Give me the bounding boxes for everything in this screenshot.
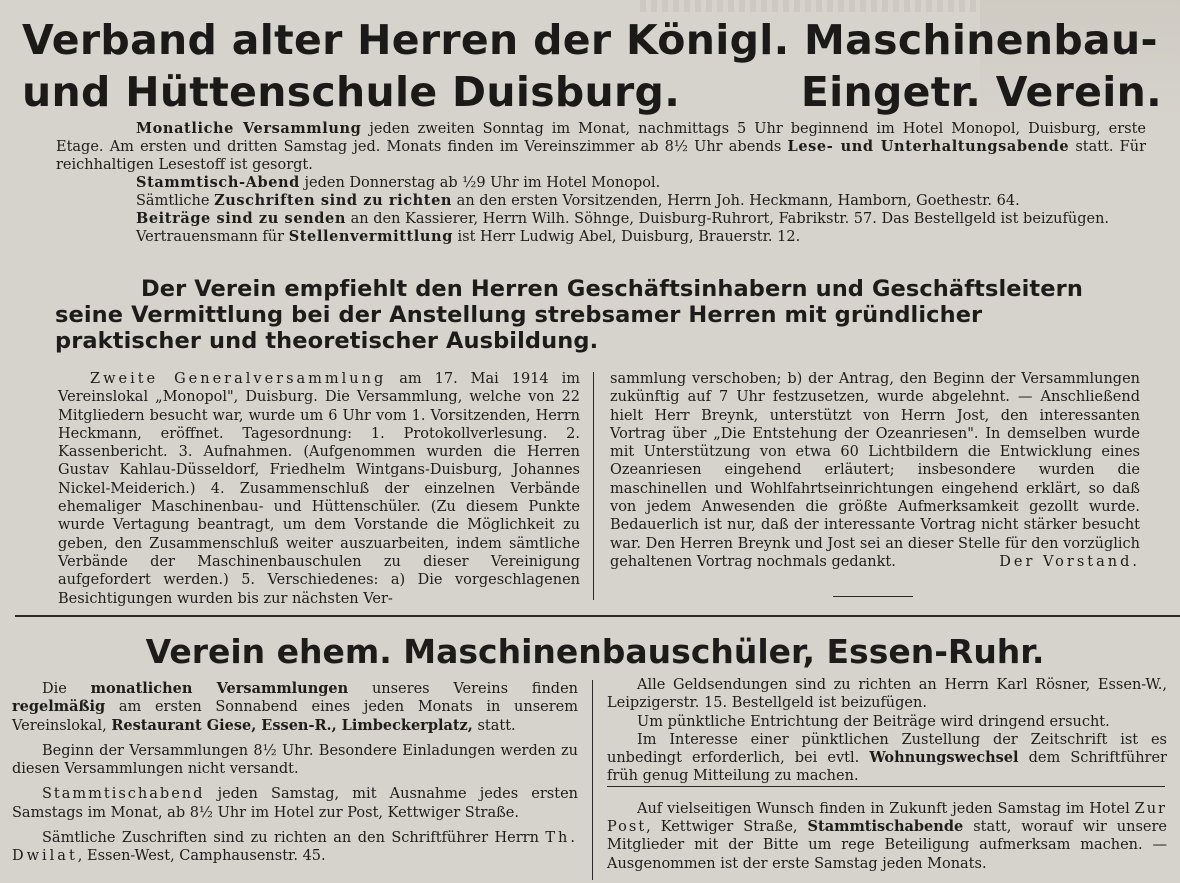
notice-correspondence-pre: Sämtliche	[136, 193, 215, 209]
s2-notice-pre: Auf vielseitigen Wunsch finden in Zukunft jeden Samstag im Hotel	[637, 800, 1135, 817]
section2-start-time: Beginn der Versammlungen 8½ Uhr. Besondere Einladungen werden zu diesen Versammlungen nicht versandt.	[12, 742, 578, 778]
section2-secretary	[12, 829, 578, 866]
right-column-rule	[607, 786, 1165, 787]
recommendation-rest: seine Vermittlung bei der Anstellung strebsamer Herren mit gründlicher praktischer und theoretischer Ausbildung.	[55, 302, 983, 354]
notice-contributions-text: an den Kassierer, Herrn Wilh. Söhnge, Duisburg-Ruhrort, Fabrikstr. 57. Das Bestellgeld ist beizufügen.	[346, 211, 1110, 227]
column-divider-2	[592, 680, 593, 880]
section-divider	[15, 615, 1180, 617]
s2-restaurant-label: Restaurant Giese, Essen-R., Limbeckerplatz,	[111, 716, 473, 734]
notice-contributions	[56, 210, 1146, 228]
s2-stammtisch-notice	[607, 800, 1167, 873]
s2-address-change	[607, 731, 1167, 786]
s2-regular-label: regelmäßig	[12, 698, 106, 716]
end-rule	[833, 596, 913, 597]
s2-address-pre: Im Interesse einer pünktlichen Zustellung der Zeitschrift ist es unbedingt erforderlich, bei evtl.	[607, 731, 1167, 767]
section2-column-right	[607, 676, 1167, 873]
notice-meetings-tail: statt. Für reichhaltigen Lesestoff ist gesorgt.	[56, 139, 1147, 173]
notice-contributions-label: Beiträge sind zu senden	[136, 210, 346, 227]
notice-placement-label: Stellenvermittlung	[288, 228, 453, 245]
association-notice	[56, 120, 1146, 246]
notice-correspondence-text: an den ersten Vorsitzenden, Herrn Joh. Heckmann, Hamborn, Goethestr. 64.	[452, 193, 1020, 209]
report-left-text: am 17. Mai 1914 im Vereinslokal „Monopol", Duisburg. Die Versammlung, welche von 22 Mitgliedern besucht war, wurde um 6 Uhr vom 1. Vorsitzenden, Herrn Heckmann, eröffnet. Tagesordnung: 1. Protokollverlesung. 2. Kassenbericht. 3. Aufnahmen. (Aufgenommen wurden die Herren Gustav Kahlau-Düsseldorf, Friedhelm Wintgans-Duisburg, Johannes Nickel-Meiderich.) 4. Zusammenschluß der einzelnen Verbände ehemaliger Maschinenbau- und Hüttenschüler. (Zu diesem Punkte wurde Vertagung beantragt, um dem Vorstande die Möglichkeit zu geben, den Zusammenschluß weiter auszuarbeiten, indem sämtliche Verbände der Maschinenbauschulen zu dieser Vereinigung aufgefordert werden.) 5. Verschiedenes: a) Die vorgeschlagenen Besichtigungen wurden bis zur nächsten Ver-	[58, 371, 581, 607]
notice-stammtisch	[56, 174, 1146, 192]
notice-placement-pre: Vertrauensmann für	[136, 229, 289, 245]
s2-meetings-mid2: am ersten Sonnabend eines jeden Monats in unserem Vereinslokal,	[12, 699, 578, 734]
s2-payments: Alle Geldsendungen sind zu richten an Herrn Karl Rösner, Essen-W., Leipzigerstr. 15. Bestellgeld ist beizufügen.	[607, 677, 1167, 712]
section2-meetings	[12, 680, 578, 735]
masthead-line-2	[22, 66, 1162, 118]
s2-notice-hotel: Zur Post	[607, 800, 1167, 836]
report-signature: Der Vorstand.	[999, 553, 1140, 570]
notice-placement	[56, 228, 1146, 246]
s2-meetings-mid: unseres Vereins finden	[348, 681, 579, 697]
section2-stammtisch	[12, 785, 578, 822]
recommendation-heading	[55, 276, 1130, 354]
s2-stammtisch-label: Stammtischabend	[42, 786, 205, 803]
report-column-right	[610, 370, 1140, 571]
s2-dues: Um pünktliche Entrichtung der Beiträge wird dringend ersucht.	[637, 713, 1110, 730]
s2-notice-tail: statt, worauf wir unsere Mitglieder mit der Bitte um rege Beteiligung aufmerksam machen. — Ausgenommen ist der erste Samstag jeden Monats.	[607, 819, 1167, 872]
section2-column-left	[12, 680, 578, 873]
notice-reading-evenings-label: Lese- und Unterhaltungsabende	[787, 138, 1070, 155]
notice-meetings-label: Monatliche Versammlung	[136, 120, 362, 137]
s2-meetings-pre: Die	[42, 681, 91, 697]
masthead-title	[22, 14, 1172, 118]
notice-correspondence-label: Zuschriften sind zu richten	[214, 192, 453, 209]
s2-meetings-tail: statt.	[472, 717, 516, 734]
notice-stammtisch-text: jeden Donnerstag ab ½9 Uhr im Hotel Monopol.	[299, 175, 661, 191]
s2-secretary-tail: , Essen-West, Camphausenstr. 45.	[77, 848, 326, 865]
notice-meetings-text: jeden zweiten Sonntag im Monat, nachmittags 5 Uhr beginnend im Hotel Monopol, Duisburg, erste Etage. Am ersten und dritten Samstag jed. Monats finden im Vereinszimmer ab 8½ Uhr abends	[56, 121, 1146, 155]
notice-placement-text: ist Herr Ludwig Abel, Duisburg, Brauerstr. 12.	[452, 229, 801, 245]
s2-secretary-name: Th. Dwilat	[12, 830, 578, 865]
masthead-line-2-right: Eingetr. Verein.	[800, 68, 1162, 116]
report-lead: Zweite Generalversammlung	[90, 371, 387, 387]
notice-meetings	[56, 120, 1146, 174]
s2-meetings-label: monatlichen Versammlungen	[90, 680, 349, 697]
masthead-line-2-left: und Hüttenschule Duisburg.	[22, 68, 681, 116]
notice-stammtisch-label: Stammtisch-Abend	[136, 174, 300, 191]
s2-notice-label: Stammtischabende	[807, 818, 964, 836]
notice-correspondence	[56, 192, 1146, 210]
report-column-left	[58, 370, 580, 608]
s2-address-label: Wohnungswechsel	[869, 749, 1019, 767]
section2-title: Verein ehem. Maschinenbauschüler, Essen-Ruhr.	[145, 632, 1045, 671]
s2-address-tail: dem Schriftführer früh genug Mitteilung zu machen.	[607, 750, 1167, 785]
column-divider	[593, 372, 594, 600]
report-right-text: sammlung verschoben; b) der Antrag, den Beginn der Versammlungen zukünftig auf 7 Uhr festzusetzen, wurde abgelehnt. — Anschließend hielt Herr Breynk, unterstützt von Herrn Jost, den interessanten Vortrag über „Die Entstehung der Ozeanriesen". In demselben wurde mit Unterstützung von etwa 60 Lichtbildern die Entwicklung eines Ozeanriesen eingehend erläutert; insbesondere wurden die maschinellen und Wohlfahrtseinrichtungen eingehend erklärt, so daß von jedem Anwesenden die größte Aufmerksamkeit gezollt wurde. Bedauerlich ist nur, daß der interessante Vortrag nicht stärker besucht war. Den Herren Breynk und Jost sei an dieser Stelle für den vorzüglich gehaltenen Vortrag nochmals gedankt.	[610, 371, 1140, 570]
s2-stammtisch-text: jeden Samstag, mit Ausnahme jedes ersten Samstags im Monat, ab 8½ Uhr im Hotel zur Post, Kettwiger Straße.	[12, 786, 578, 821]
masthead-line-1: Verband alter Herren der Königl. Maschinenbau-	[22, 16, 1158, 64]
recommendation-line-1: Der Verein empfiehlt den Herren Geschäftsinhabern und Geschäftsleitern	[141, 276, 1083, 302]
s2-secretary-pre: Sämtliche Zuschriften sind zu richten an den Schriftführer Herrn	[42, 830, 546, 847]
s2-notice-mid: , Kettwiger Straße,	[646, 819, 808, 836]
